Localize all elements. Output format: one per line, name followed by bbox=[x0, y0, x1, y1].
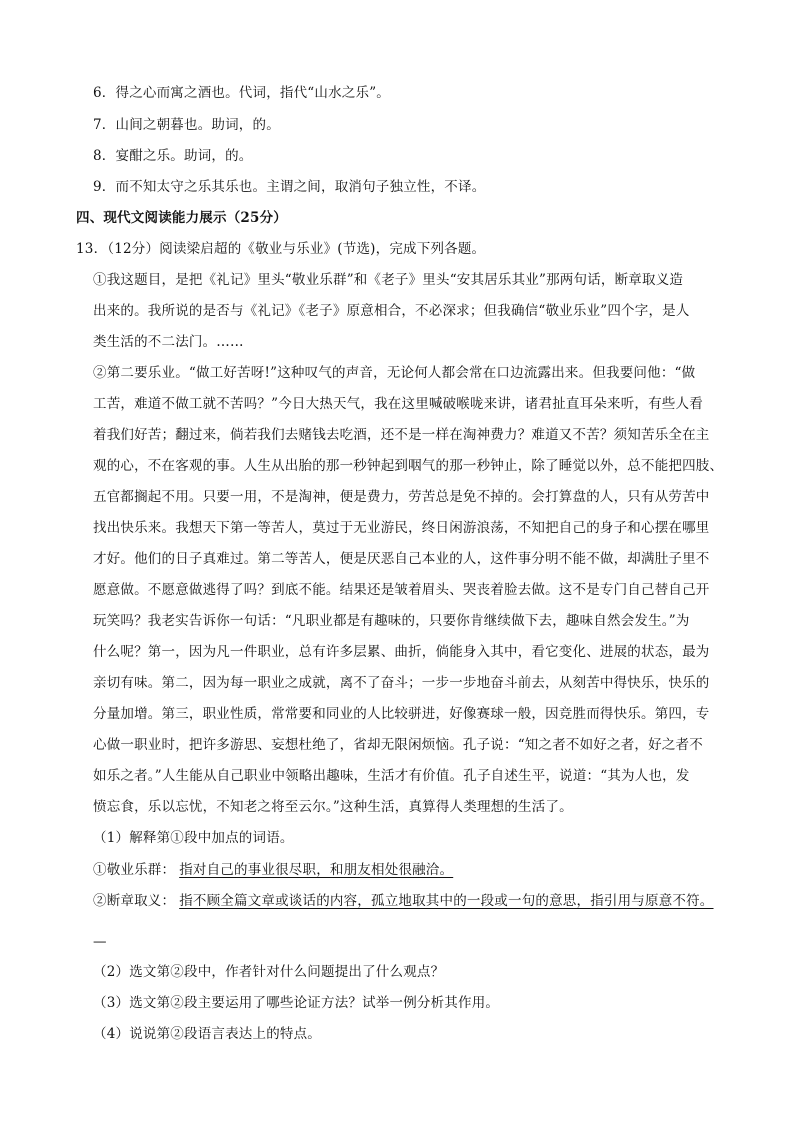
passage-p2-line: 愤忘食，乐以忘忧，不知老之将至云尔。”这种生活，真算得人类理想的生活了。 bbox=[93, 799, 573, 815]
answer-item-7: 7．山间之朝暮也。助词，的。 bbox=[93, 117, 280, 133]
subquestion-2: （2）选文第②段中，作者针对什么问题提出了什么观点？ bbox=[93, 964, 445, 980]
passage-p2-line: ②第二要乐业。“做工好苦呀!”这种叹气的声音，无论何人都会常在口边流露出来。但我要问他：“做 bbox=[93, 365, 696, 381]
passage-p2-line: 五官都搁起不用。只要一用，不是淘神，便是费力，劳苦总是免不掉的。会打算盘的人，只有从劳苦中 bbox=[93, 489, 710, 505]
passage-p2-line: 亲切有味。第二，因为每一职业之成就，离不了奋斗；一步一步地奋斗前去，从刻苦中得快乐，快乐的 bbox=[93, 675, 710, 691]
passage-p2-line: 如乐之者。”人生能从自己职业中领略出趣味，生活才有价值。孔子自述生平，说道：“其为人也，发 bbox=[93, 768, 690, 784]
subquestion-1a bbox=[93, 861, 453, 879]
section-heading: 四、现代文阅读能力展示（25分） bbox=[76, 210, 287, 226]
passage-p2-line: 找出快乐来。我想天下第一等苦人，莫过于无业游民，终日闲游浪荡，不知把自己的身子和心摆在哪里 bbox=[93, 520, 710, 536]
answer-item-6: 6．得之心而寓之酒也。代词，指代“山水之乐”。 bbox=[93, 85, 390, 101]
answer-tail: — bbox=[93, 934, 107, 950]
passage-p1-line: 类生活的不二法门。…… bbox=[93, 334, 244, 350]
passage-p2-line: 分量加增。第三，职业性质，常常要和同业的人比较骈进，好像赛球一般，因竞胜而得快乐。第四，专 bbox=[93, 706, 710, 722]
passage-p2-line: 观的心，不在客观的事。人生从出胎的那一秒钟起到咽气的那一秒钟止，除了睡觉以外，总不能把四肢、 bbox=[93, 458, 724, 474]
subquestion-3: （3）选文第②段主要运用了哪些论证方法？试举一例分析其作用。 bbox=[93, 995, 500, 1011]
passage-p2-line: 愿意做。不愿意做逃得了吗？到底不能。结果还是皱着眉头、哭丧着脸去做。这不是专门自己替自己开 bbox=[93, 582, 710, 598]
answer-item-9: 9．而不知太守之乐其乐也。主谓之间，取消句子独立性，不译。 bbox=[93, 179, 486, 195]
passage-p2-line: 心做一职业时，把许多游思、妄想杜绝了，省却无限闲烦恼。孔子说：“知之者不如好之者，好之者不 bbox=[93, 737, 703, 753]
answer-item-8: 8．宴酣之乐。助词，的。 bbox=[93, 148, 253, 164]
term-answer: 指对自己的事业很尽职，和朋友相处很融洽。 bbox=[179, 862, 454, 878]
question-13-intro: 13．（12分）阅读梁启超的《敬业与乐业》(节选)，完成下列各题。 bbox=[76, 241, 486, 257]
subquestion-4: （4）说说第②段语言表达上的特点。 bbox=[93, 1026, 321, 1042]
passage-p2-line: 工苦，难道不做工就不苦吗？”今日大热天气，我在这里喊破喉咙来讲，诸君扯直耳朵来听，有些人看 bbox=[93, 396, 703, 412]
term-label: ①敬业乐群： bbox=[93, 862, 176, 878]
passage-p2-line: 玩笑吗？我老实告诉你一句话：“凡职业都是有趣味的，只要你肯继续做下去，趣味自然会发生。”为 bbox=[93, 613, 690, 629]
term-answer: 指不顾全篇文章或谈话的内容，孤立地取其中的一段或一句的意思，指引用与原意不符。 bbox=[179, 893, 714, 909]
passage-p2-line: 什么呢？第一，因为凡一件职业，总有许多层累、曲折，倘能身入其中，看它变化、进展的状态，最为 bbox=[93, 644, 710, 660]
passage-p2-line: 才好。他们的日子真难过。第二等苦人，便是厌恶自己本业的人，这件事分明不能不做，却满肚子里不 bbox=[93, 551, 710, 567]
subquestion-1b bbox=[93, 892, 714, 910]
passage-p1-line: ①我这题目，是把《礼记》里头“敬业乐群”和《老子》里头“安其居乐其业”那两句话，断章取义造 bbox=[93, 272, 684, 288]
passage-p1-line: 出来的。我所说的是否与《礼记》《老子》原意相合，不必深求；但我确信“敬业乐业”四个字，是人 bbox=[93, 303, 690, 319]
passage-p2-line: 着我们好苦；翻过来，倘若我们去赌钱去吃酒，还不是一样在淘神费力？难道又不苦？须知苦乐全在主 bbox=[93, 427, 710, 443]
term-label: ②断章取义： bbox=[93, 893, 176, 909]
subquestion-1: （1）解释第①段中加点的词语。 bbox=[93, 830, 294, 846]
